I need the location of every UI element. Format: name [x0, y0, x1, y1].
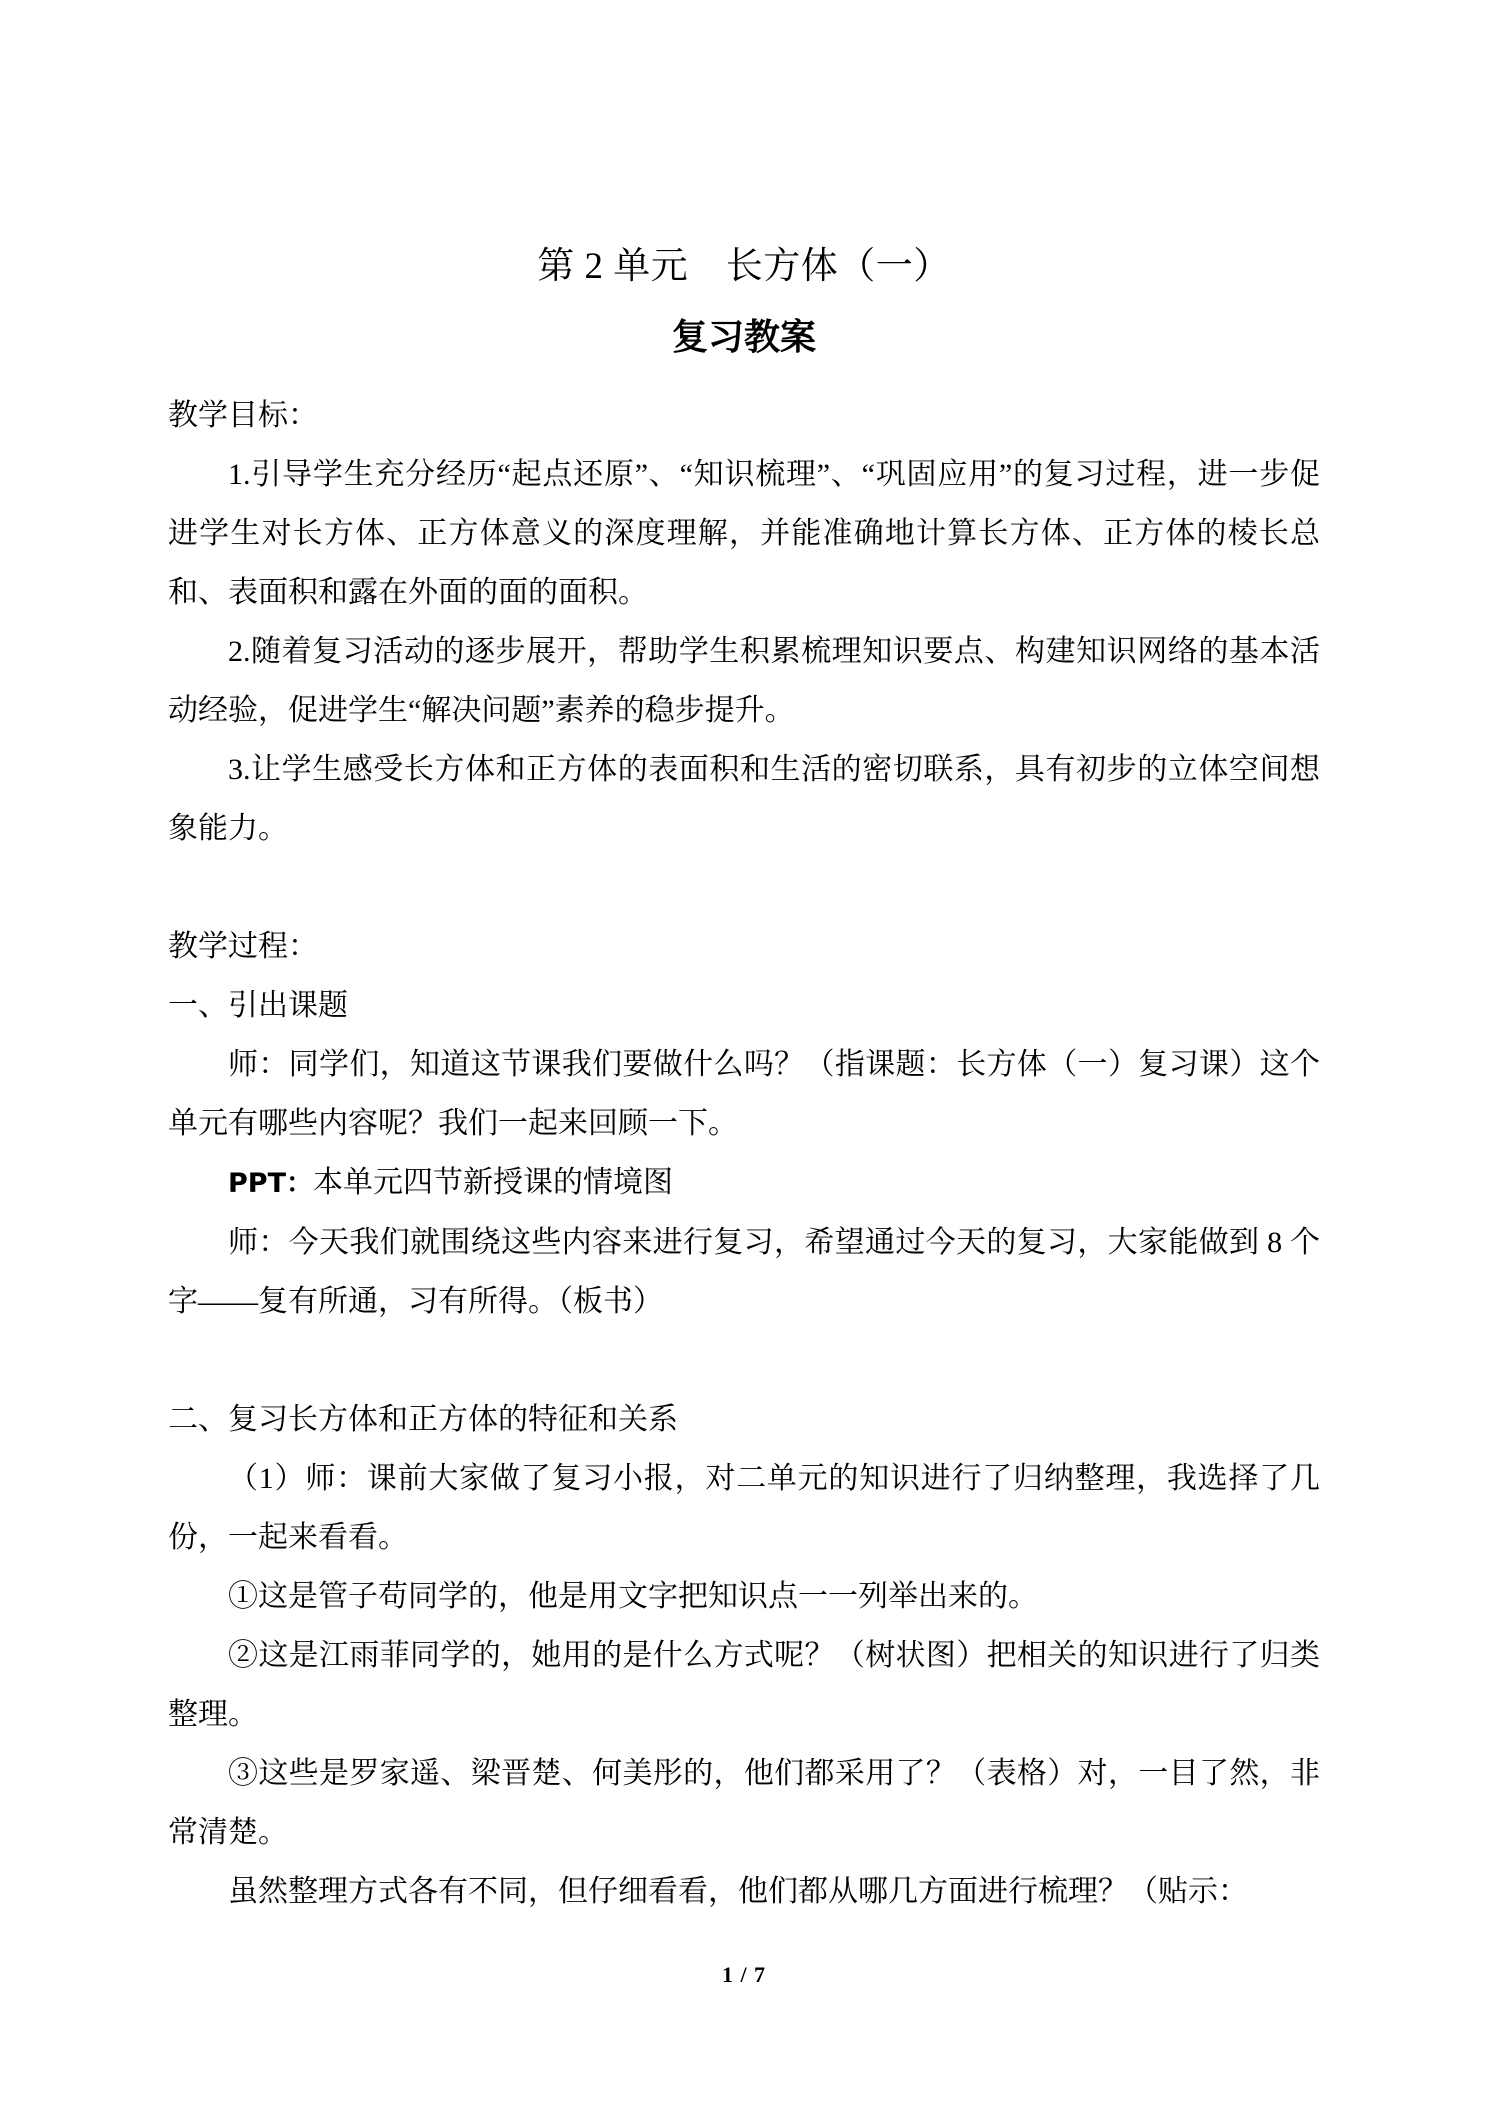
- section-two-item-1: ①这是管子苟同学的，他是用文字把知识点一一列举出来的。: [228, 1580, 1038, 1613]
- ppt-note-line: [168, 1153, 1320, 1213]
- ppt-label: PPT：: [228, 1168, 313, 1199]
- objectives-heading: 教学目标：: [168, 399, 318, 432]
- page-number-footer: 1 / 7: [721, 1962, 767, 1987]
- objective-item-1: 1.引导学生充分经历“起点还原”、“知识梳理”、“巩固应用”的复习过程，进一步促进学生对长方体、正方体意义的深度理解，并能准确地计算长方体、正方体的棱长总和、表面积和露在外面的面的面积。: [168, 458, 1320, 609]
- section-two-heading: 二、复习长方体和正方体的特征和关系: [168, 1403, 678, 1436]
- section-two-item-3: ③这些是罗家遥、梁晋楚、何美彤的，他们都采用了？（表格）对，一目了然，非常清楚。: [168, 1757, 1320, 1849]
- page-subtitle: 复习教案: [671, 317, 816, 358]
- section-one-heading: 一、引出课题: [168, 989, 348, 1022]
- spacer-line: [168, 858, 1320, 917]
- objective-item-3: 3.让学生感受长方体和正方体的表面积和生活的密切联系，具有初步的立体空间想象能力。: [168, 753, 1320, 845]
- spacer-line-2: [168, 1331, 1320, 1390]
- section-two-item-2: ②这是江雨菲同学的，她用的是什么方式呢？（树状图）把相关的知识进行了归类整理。: [168, 1639, 1320, 1731]
- process-heading: 教学过程：: [168, 930, 318, 963]
- page-title: 第 2 单元 长方体（一）: [537, 246, 951, 287]
- objective-item-2: 2.随着复习活动的逐步展开，帮助学生积累梳理知识要点、构建知识网络的基本活动经验，促进学生“解决问题”素养的稳步提升。: [168, 635, 1320, 727]
- section-two-paragraph-1: （1）师：课前大家做了复习小报，对二单元的知识进行了归纳整理，我选择了几份，一起来看看。: [168, 1462, 1320, 1554]
- document-body: [168, 236, 1320, 1921]
- section-one-paragraph-2: 师：今天我们就围绕这些内容来进行复习，希望通过今天的复习，大家能做到 8 个字——复有所通，习有所得。（板书）: [168, 1226, 1320, 1318]
- ppt-text: 本单元四节新授课的情境图: [313, 1166, 673, 1199]
- section-two-paragraph-2: 虽然整理方式各有不同，但仔细看看，他们都从哪几方面进行梳理？（贴示：: [228, 1875, 1248, 1908]
- section-one-paragraph-1: 师：同学们，知道这节课我们要做什么吗？（指课题：长方体（一）复习课）这个单元有哪些内容呢？我们一起来回顾一下。: [168, 1048, 1320, 1140]
